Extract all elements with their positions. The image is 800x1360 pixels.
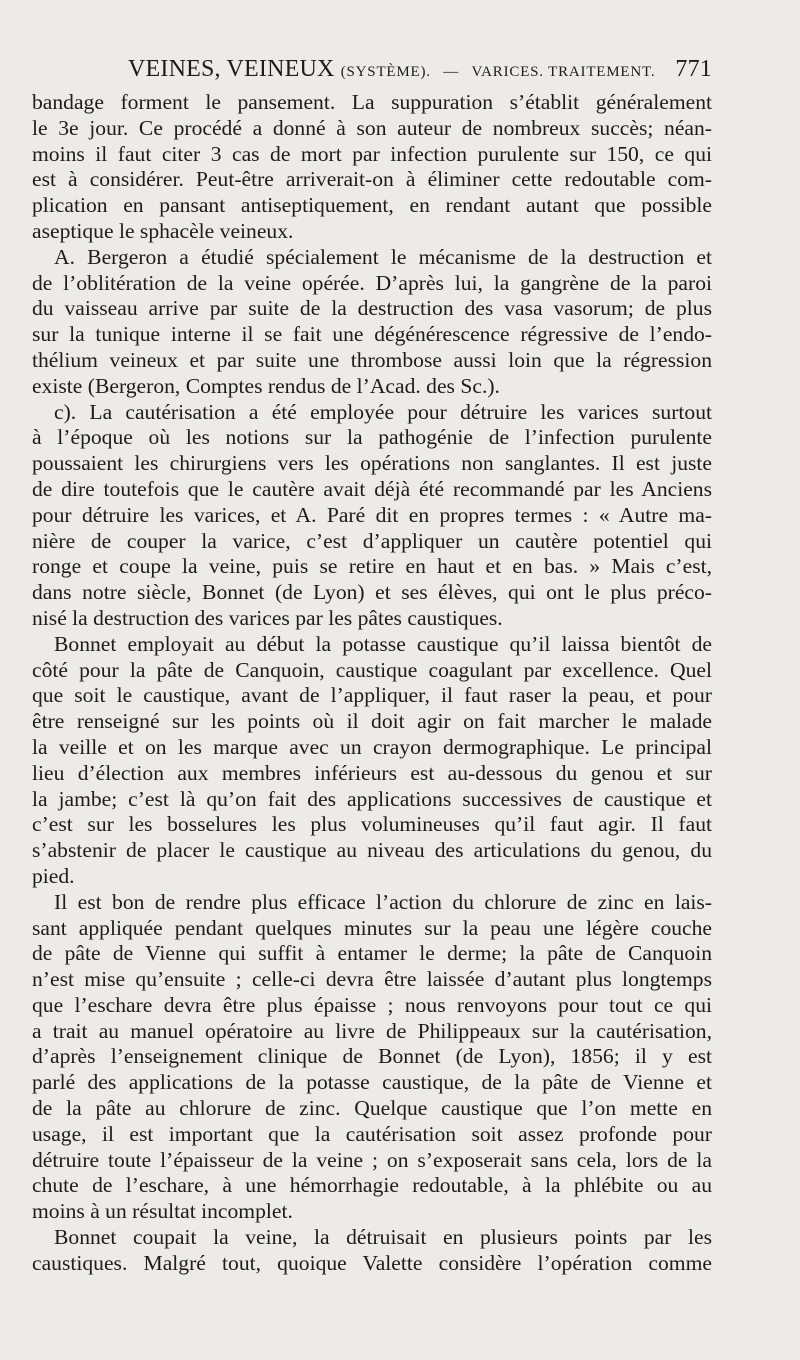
running-head-paren: (SYSTÈME). — [340, 64, 431, 80]
running-head-dash: — — [443, 64, 460, 80]
text-line: du vaisseau arrive par suite de la destruction des vasa vasorum; de plus — [32, 296, 712, 321]
text-line: lieu d’élection aux membres inférieurs est au-dessous du genou et sur — [32, 760, 712, 785]
text-line: bandage forment le pansement. La suppuration s’établit généralement — [32, 90, 712, 114]
text-line: pied. — [32, 863, 75, 888]
text-line: ronge et coupe la veine, puis se retire en haut et en bas. » Mais c’est, — [32, 554, 712, 579]
text-line: la jambe; c’est là qu’on fait des applications successives de caustique et — [32, 786, 712, 811]
text-line: côté pour la pâte de Canquoin, caustique coagulant par excellence. Quel — [32, 657, 712, 682]
text-line: la veille et on les marque avec un crayon dermographique. Le principal — [32, 734, 712, 759]
running-head-title — [128, 56, 655, 83]
text-line: A. Bergeron a étudié spécialement le mécanisme de la destruction et — [54, 244, 712, 269]
text-line: détruire toute l’épaisseur de la veine ; on s’exposerait sans cela, lors de la — [32, 1147, 712, 1172]
text-line: existe (Bergeron, Comptes rendus de l’Acad. des Sc.). — [32, 373, 500, 398]
text-line: être renseigné sur les points où il doit agir on fait marcher le malade — [32, 709, 712, 734]
text-line: moins à un résultat incomplet. — [32, 1199, 293, 1224]
body-text — [32, 90, 712, 1277]
text-line: sur la tunique interne il se fait une dégénérescence régressive de l’endo- — [32, 322, 712, 347]
text-line: n’est mise qu’ensuite ; celle-ci devra être laissée d’autant plus longtemps — [32, 967, 712, 992]
text-line: à l’époque où les notions sur la pathogénie de l’infection purulente — [32, 425, 712, 450]
text-line: moins il faut citer 3 cas de mort par infection purulente sur 150, ce qui — [32, 141, 712, 166]
text-line: chute de l’eschare, à une hémorrhagie redoutable, à la phlébite ou au — [32, 1173, 712, 1198]
text-line: de pâte de Vienne qui suffit à entamer le derme; la pâte de Canquoin — [32, 941, 712, 966]
text-line: caustiques. Malgré tout, quoique Valette considère l’opération comme — [32, 1250, 712, 1275]
text-line: parlé des applications de la potasse caustique, de la pâte de Vienne et — [32, 1070, 712, 1095]
text-line: c). La cautérisation a été employée pour détruire les varices surtout — [54, 399, 712, 424]
running-head-section: VARICES. TRAITEMENT. — [471, 64, 656, 80]
text-line: Bonnet coupait la veine, la détruisait en plusieurs points par les — [54, 1225, 712, 1250]
running-head — [32, 46, 712, 86]
running-head-main: VEINES, VEINEUX — [128, 56, 335, 82]
text-line: que l’eschare devra être plus épaisse ; nous renvoyons pour tout ce qui — [32, 992, 712, 1017]
text-line: sant appliquée pendant quelques minutes sur la peau une légère couche — [32, 915, 712, 940]
text-line: plication en pansant antiseptiquement, en rendant autant que possible — [32, 193, 712, 218]
text-line: de l’oblitération de la veine opérée. D’après lui, la gangrène de la paroi — [32, 270, 712, 295]
text-line: de dire toutefois que le cautère avait déjà été recommandé par les Anciens — [32, 476, 712, 501]
text-line: que soit le caustique, avant de l’appliquer, il faut raser la peau, et pour — [32, 683, 712, 708]
text-line: nière de couper la varice, c’est d’appliquer un cautère potentiel qui — [32, 528, 712, 553]
text-line: a trait au manuel opératoire au livre de Philippeaux sur la cautérisation, — [32, 1018, 712, 1043]
text-line: Bonnet employait au début la potasse caustique qu’il laissa bientôt de — [54, 631, 712, 656]
text-line: Il est bon de rendre plus efficace l’action du chlorure de zinc en lais- — [54, 889, 712, 914]
text-line: poussaient les chirurgiens vers les opérations non sanglantes. Il est juste — [32, 451, 712, 476]
page-number: 771 — [675, 56, 712, 82]
text-line: est à considérer. Peut-être arriverait-on à éliminer cette redoutable com- — [32, 167, 712, 192]
text-line: dans notre siècle, Bonnet (de Lyon) et ses élèves, qui ont le plus préco- — [32, 580, 712, 605]
text-line: usage, il est important que la cautérisation soit assez profonde pour — [32, 1121, 712, 1146]
text-line: aseptique le sphacèle veineux. — [32, 218, 294, 243]
text-line: c’est sur les bosselures les plus volumineuses qu’il faut agir. Il faut — [32, 812, 712, 837]
text-line: de la pâte au chlorure de zinc. Quelque caustique que l’on mette en — [32, 1096, 712, 1121]
text-line: nisé la destruction des varices par les pâtes caustiques. — [32, 605, 503, 630]
text-line: s’abstenir de placer le caustique au niveau des articulations du genou, du — [32, 838, 712, 863]
text-line: d’après l’enseignement clinique de Bonnet (de Lyon), 1856; il y est — [32, 1044, 712, 1069]
text-line: le 3e jour. Ce procédé a donné à son auteur de nombreux succès; néan- — [32, 115, 712, 140]
text-line: pour détruire les varices, et A. Paré dit en propres termes : « Autre ma- — [32, 502, 712, 527]
text-line: thélium veineux et par suite une thrombose aussi loin que la régression — [32, 347, 712, 372]
